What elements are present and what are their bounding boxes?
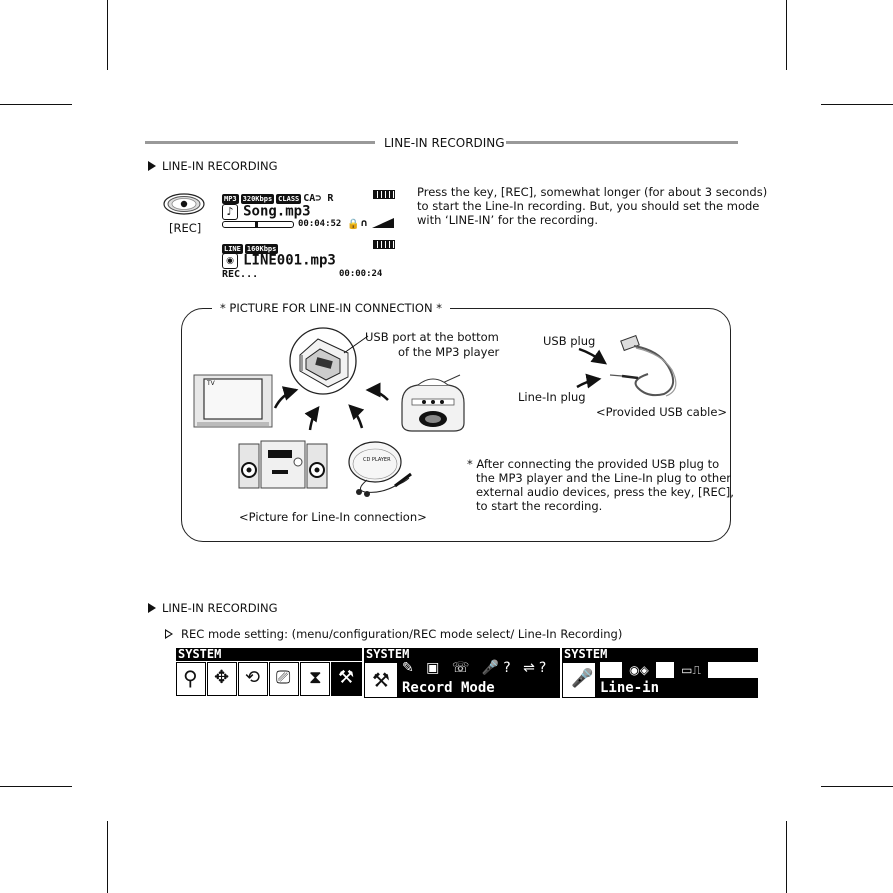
crop-mark (786, 821, 787, 893)
menu-label: Line-in (600, 680, 660, 696)
crop-mark (107, 0, 108, 70)
eq-badge: CLASS (278, 194, 300, 203)
record-time: 00:00:24 (339, 269, 383, 279)
section-heading-text: LINE-IN RECORDING (162, 159, 278, 173)
microphone-icon: 🎤 (562, 662, 596, 698)
sub-item-text: REC mode setting: (menu/configuration/REC mode select/ Line-In Recording) (181, 627, 623, 641)
tv-label: TV (207, 380, 215, 387)
music-note-icon: ♪ (222, 204, 238, 220)
tv-image (193, 374, 273, 430)
connection-title: * PICTURE FOR LINE-IN CONNECTION * (212, 301, 450, 315)
record-file-title: LINE001.mp3 (243, 252, 336, 269)
section-heading (148, 159, 278, 173)
computer-source-icon: ▭⎍ (674, 662, 708, 678)
source-badge: LINE (224, 244, 241, 253)
tools-icon: ⚒ (331, 662, 362, 696)
progress-bar (222, 221, 294, 228)
crop-mark (0, 104, 72, 105)
usb-port-label-2: of the MP3 player (398, 345, 500, 359)
volume-icon (372, 218, 394, 228)
track-title: Song.mp3 (243, 203, 311, 220)
cd-player-label: CD PLAYER (363, 457, 391, 463)
instruction-line: to start the Line-In recording. But, you should set the mode (417, 199, 760, 213)
crop-mark (821, 104, 893, 105)
menu-screen-record-mode (364, 648, 560, 698)
play-mode-icons: CA⊃ R (303, 193, 334, 204)
outline-triangle-icon (165, 629, 173, 639)
picture-caption: <Picture for Line-In connection> (239, 510, 427, 524)
record-source-icons: ✎ ▣ ☏ 🎤? ⇌? (402, 660, 551, 676)
lock-icon: 🔒 (347, 219, 360, 230)
usb-cable-image (608, 332, 692, 402)
display-icon: ⎚ (269, 662, 299, 696)
note-line: to start the recording. (476, 499, 603, 513)
crop-mark (821, 786, 893, 787)
triangle-bullet-icon (148, 603, 156, 613)
search-icon: ⚲ (176, 662, 206, 696)
battery-icon (373, 190, 395, 199)
rec-button-icon (162, 193, 206, 215)
line-in-plug-label: Line-In plug (518, 390, 586, 404)
menu-screen-system (176, 648, 362, 698)
progress-marker (255, 221, 258, 228)
page-header-title: LINE-IN RECORDING (384, 136, 505, 150)
connection-arrows (270, 380, 400, 440)
panel-header: SYSTEM (366, 647, 410, 661)
battery-icon (373, 240, 395, 249)
cable-caption: <Provided USB cable> (596, 405, 728, 419)
instruction-line: with ‘LINE-IN’ for the recording. (417, 213, 599, 227)
boombox-image (398, 373, 468, 433)
instruction-text (417, 185, 767, 227)
sub-item (165, 627, 622, 641)
instruction-line: Press the key, [REC], somewhat longer (for about 3 seconds) (417, 185, 768, 199)
crop-mark (107, 821, 108, 893)
tools-icon: ⚒ (364, 662, 398, 698)
pointer-line (340, 333, 370, 357)
header-rule-right (506, 141, 738, 144)
section-heading-text: LINE-IN RECORDING (162, 601, 278, 615)
connection-note (467, 457, 734, 513)
equalizer-icon: ✥ (207, 662, 237, 696)
header-rule-left (145, 141, 375, 144)
section-heading (148, 601, 278, 615)
lcd-rec-screen (222, 238, 398, 284)
cd-player-image (345, 440, 415, 498)
cd-source-icon: ◉◈ (622, 662, 656, 678)
record-icon: ◉ (222, 253, 238, 269)
rec-button-label: [REC] (169, 221, 202, 235)
record-status: REC... (222, 269, 259, 280)
repeat-icon: ⟲ (238, 662, 268, 696)
panel-header: SYSTEM (178, 647, 222, 661)
menu-screen-line-in (562, 648, 758, 698)
timer-icon: ⧗ (300, 662, 330, 696)
headphone-icon: ∩ (360, 218, 369, 229)
bitrate-badge: 320Kbps (242, 194, 273, 203)
bitrate-badge: 160Kbps (246, 244, 277, 253)
note-line: external audio devices, press the key, [REC], (476, 485, 734, 499)
format-badge: MP3 (224, 194, 237, 203)
triangle-bullet-icon (148, 161, 156, 171)
usb-plug-label: USB plug (543, 334, 596, 348)
stereo-image (238, 440, 328, 490)
crop-mark (786, 0, 787, 70)
crop-mark (0, 786, 72, 787)
lcd-play-screen (222, 188, 398, 236)
note-line: * After connecting the provided USB plug to (467, 457, 720, 471)
note-line: the MP3 player and the Line-In plug to other (476, 471, 732, 485)
panel-header: SYSTEM (564, 647, 608, 661)
menu-label: Record Mode (402, 680, 495, 696)
usb-port-label-1: USB port at the bottom (365, 330, 499, 344)
elapsed-time: 00:04:52 (298, 219, 342, 229)
